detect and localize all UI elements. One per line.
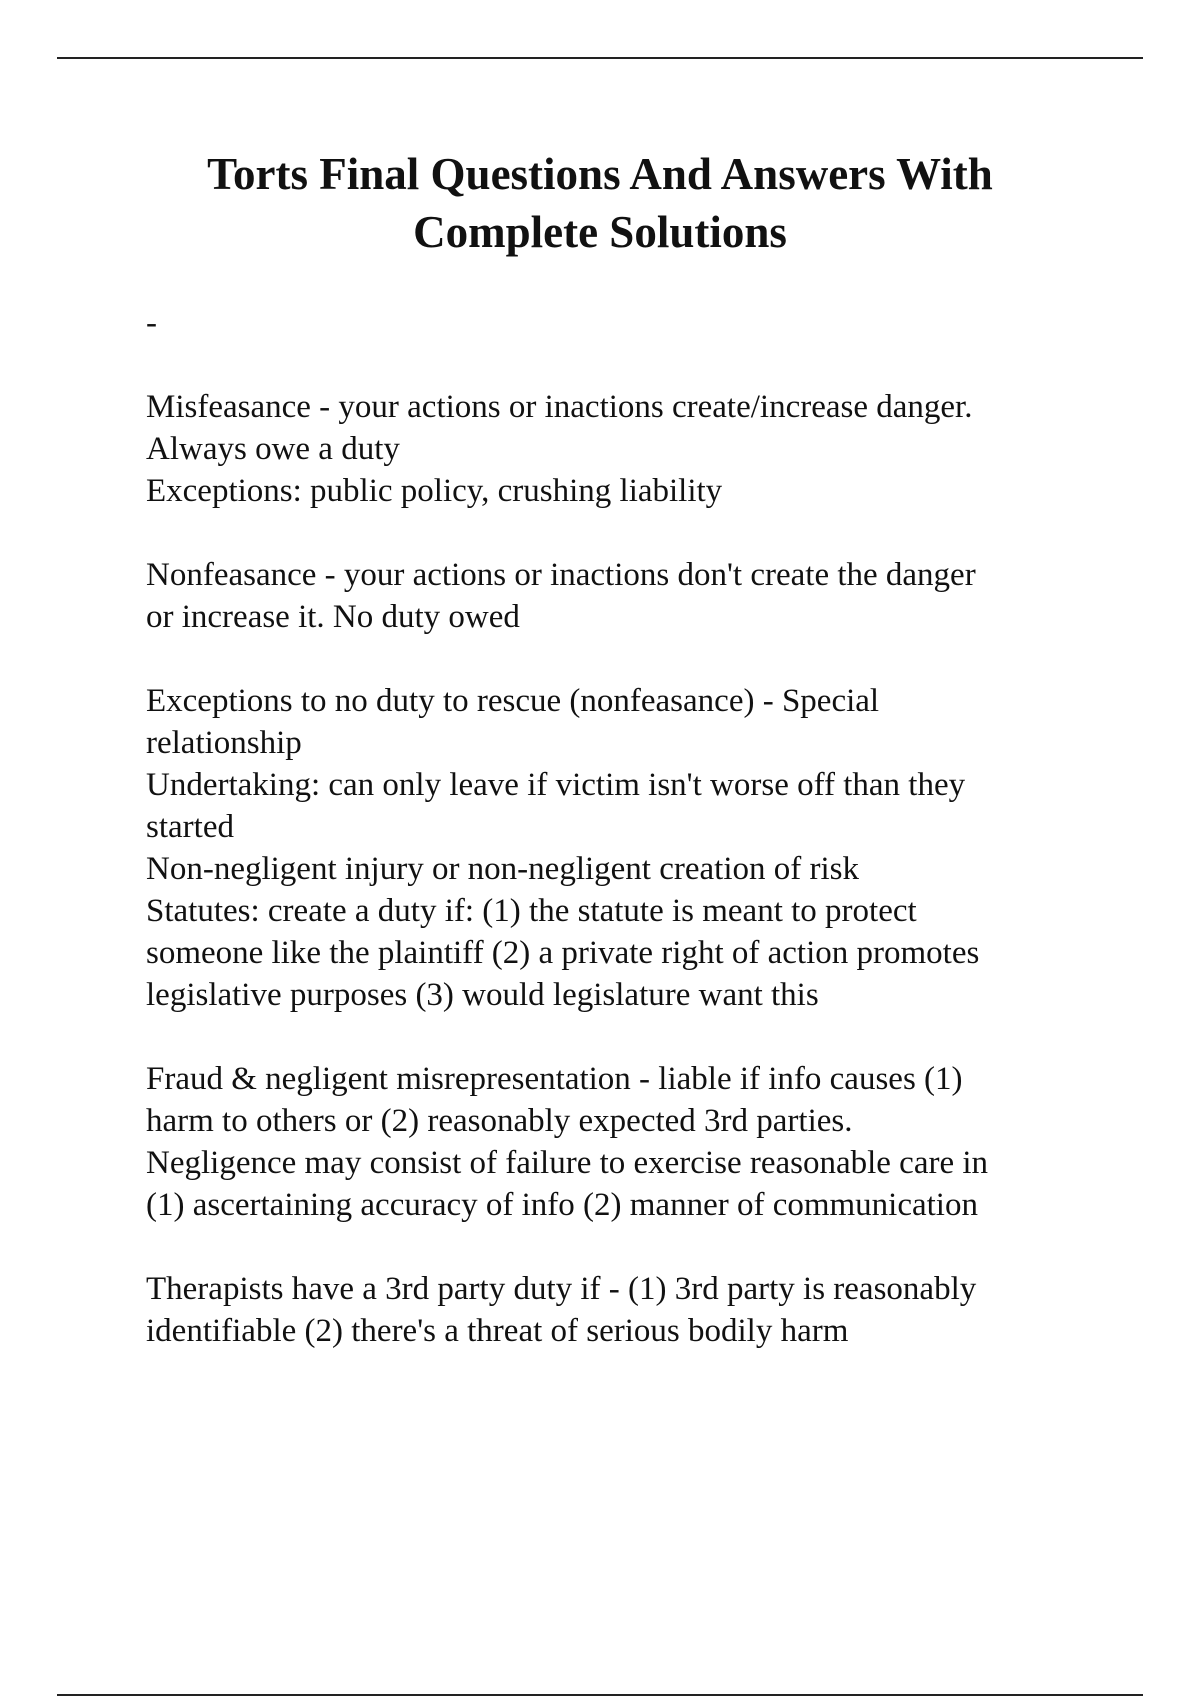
entry-line: harm to others or (2) reasonably expected 3rd parties. bbox=[146, 1103, 853, 1139]
entry-line: Therapists have a 3rd party duty if - (1) 3rd party is reasonably bbox=[146, 1271, 977, 1307]
entry-line: Exceptions to no duty to rescue (nonfeasance) - Special bbox=[146, 683, 880, 719]
qa-entry-misrepresentation bbox=[146, 1058, 1146, 1226]
entry-line: Undertaking: can only leave if victim isn't worse off than they bbox=[146, 767, 966, 803]
entry-line: Always owe a duty bbox=[146, 431, 400, 467]
qa-entry-therapists bbox=[146, 1268, 1146, 1352]
entry-line: relationship bbox=[146, 725, 302, 761]
page-title bbox=[100, 145, 1100, 261]
entry-line: (1) ascertaining accuracy of info (2) manner of communication bbox=[146, 1187, 978, 1223]
header-rule bbox=[57, 57, 1143, 59]
entry-line: or increase it. No duty owed bbox=[146, 599, 520, 635]
title-line: Torts Final Questions And Answers With bbox=[207, 149, 993, 199]
document-body bbox=[146, 302, 1146, 1352]
entry-line: Misfeasance - your actions or inactions create/increase danger. bbox=[146, 389, 973, 425]
qa-entry-misfeasance bbox=[146, 386, 1146, 512]
leading-dash: - bbox=[146, 305, 157, 341]
title-line: Complete Solutions bbox=[413, 207, 787, 257]
entry-line: Exceptions: public policy, crushing liability bbox=[146, 473, 723, 509]
qa-entry-duty-to-rescue bbox=[146, 680, 1146, 1016]
entry-line: started bbox=[146, 809, 234, 845]
entry-line: Negligence may consist of failure to exercise reasonable care in bbox=[146, 1145, 989, 1181]
entry-line: Statutes: create a duty if: (1) the statute is meant to protect bbox=[146, 893, 917, 929]
entry-line: someone like the plaintiff (2) a private right of action promotes bbox=[146, 935, 980, 971]
entry-line: identifiable (2) there's a threat of serious bodily harm bbox=[146, 1313, 849, 1349]
entry-line: legislative purposes (3) would legislature want this bbox=[146, 977, 819, 1013]
entry-line: Nonfeasance - your actions or inactions don't create the danger bbox=[146, 557, 976, 593]
footer-rule bbox=[57, 1694, 1143, 1696]
entry-line: Fraud & negligent misrepresentation - liable if info causes (1) bbox=[146, 1061, 963, 1097]
entry-line: Non-negligent injury or non-negligent creation of risk bbox=[146, 851, 859, 887]
qa-entry-nonfeasance bbox=[146, 554, 1146, 638]
